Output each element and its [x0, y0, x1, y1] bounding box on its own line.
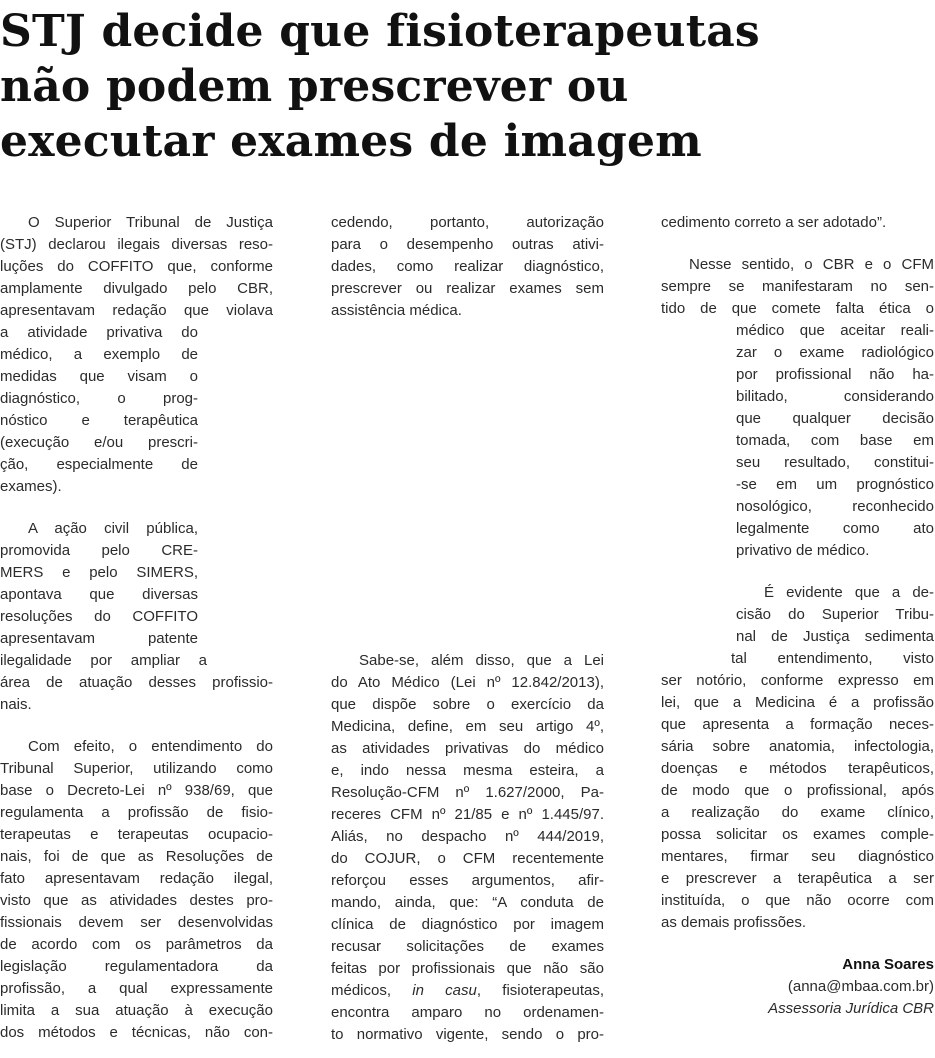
text-line: exames).: [0, 478, 62, 495]
author-name: Anna Soares: [842, 956, 934, 973]
text-line: legislação regulamentadora da: [0, 958, 273, 975]
text-line: a realização do exame clínico,: [661, 804, 934, 821]
author-role: Assessoria Jurídica CBR: [768, 1000, 934, 1017]
text-line: Sabe-se, além disso, que a Lei: [359, 652, 604, 669]
text-line: apresentavam patente: [0, 630, 198, 647]
text-line: instituída, o que não ocorre com: [661, 892, 934, 909]
text-line: zar o exame radiológico: [736, 344, 934, 361]
text-line: sempre se manifestaram no sen-: [661, 278, 934, 295]
text-line: assistência médica.: [331, 302, 462, 319]
text-line: do Ato Médico (Lei nº 12.842/2013),: [331, 674, 604, 691]
text-line: prescrever ou realizar exames sem: [331, 280, 604, 297]
text-line: fissionais devem ser desenvolvidas: [0, 914, 273, 931]
text-line: regulamenta a profissão de fisio-: [0, 804, 273, 821]
text-line: nal de Justiça sedimenta: [736, 628, 934, 645]
text-line: ção, especialmente de: [0, 456, 198, 473]
text-line: medidas que visam o: [0, 368, 198, 385]
text-line: apontava que diversas: [0, 586, 198, 603]
article-headline: [0, 4, 935, 169]
text-line: ilegalidade por ampliar a: [0, 652, 207, 669]
text-line: que apresenta a formação neces-: [661, 716, 934, 733]
article-column-1: [0, 212, 273, 1044]
paragraph: [331, 650, 604, 1046]
text-line: seu resultado, constitui-: [736, 454, 934, 471]
text-line: fato apresentavam redação ilegal,: [0, 870, 273, 887]
text-line: resoluções do COFFITO: [0, 608, 198, 625]
italic-term: in casu: [412, 982, 477, 999]
text-line: visto que as atividades destes pro-: [0, 892, 273, 909]
text-line: Nesse sentido, o CBR e o CFM: [689, 256, 934, 273]
text-line: e prescrever a terapêutica a ser: [661, 870, 934, 887]
text-line: tal entendimento, visto: [731, 650, 934, 667]
text-line: médico, a exemplo de: [0, 346, 198, 363]
text-line: de modo que o profissional, após: [661, 782, 934, 799]
text-line: terapeutas e terapeutas ocupacio-: [0, 826, 273, 843]
text-line: bilitado, considerando: [736, 388, 934, 405]
text-line: sária sobre anatomia, infectologia,: [661, 738, 934, 755]
paragraph: [0, 736, 273, 1044]
text-line: Resolução-CFM nº 1.627/2000, Pa-: [331, 784, 604, 801]
text-line: amplamente divulgado pelo CBR,: [0, 280, 273, 297]
text-line: mando, ainda, que: “A conduta de: [331, 894, 604, 911]
paragraph: [661, 212, 934, 234]
text-line: feitas por profissionais que não são: [331, 960, 604, 977]
text-line: cedendo, portanto, autorização: [331, 214, 604, 231]
text-line: Tribunal Superior, utilizando como: [0, 760, 273, 777]
author-signature: [768, 954, 934, 1020]
text-line: É evidente que a de-: [764, 584, 934, 601]
text-line: para o desempenho outras ativi-: [331, 236, 604, 253]
text-line: encontra amparo no ordenamen-: [331, 1004, 604, 1021]
text-line: promovida pelo CRE-: [0, 542, 198, 559]
text-line: base o Decreto-Lei nº 938/69, que: [0, 782, 273, 799]
text-line: do COJUR, o CFM recentemente: [331, 850, 604, 867]
article-column-2-top: [331, 212, 604, 322]
text-line: receres CFM nº 21/85 e nº 1.445/97.: [331, 806, 604, 823]
text-line: mentares, firmar seu diagnóstico: [661, 848, 934, 865]
text-line: diagnóstico, o prog-: [0, 390, 198, 407]
text-line: luções do COFFITO que, conforme: [0, 258, 273, 275]
text-run: médicos,: [331, 982, 413, 999]
text-line: possa solicitar os exames comple-: [661, 826, 934, 843]
headline-line: não podem prescrever ou: [0, 61, 629, 112]
text-line: clínica de diagnóstico por imagem: [331, 916, 604, 933]
text-line: tido de que comete falta ética o: [661, 300, 934, 317]
text-run: , fisioterapeutas,: [476, 982, 605, 999]
text-line: to normativo vigente, sendo o pro-: [331, 1026, 604, 1043]
text-line: reforçou esses argumentos, afir-: [331, 872, 604, 889]
text-line: O Superior Tribunal de Justiça: [28, 214, 273, 231]
text-line: MERS e pelo SIMERS,: [0, 564, 198, 581]
text-line: a atividade privativa do: [0, 324, 198, 341]
paragraph: [661, 254, 934, 562]
text-line: Com efeito, o entendimento do: [28, 738, 273, 755]
text-line: lei, que a Medicina é a profissão: [661, 694, 934, 711]
text-line: ser notório, conforme expresso em: [661, 672, 934, 689]
text-line: por profissional não ha-: [736, 366, 934, 383]
text-line: nais.: [0, 696, 32, 713]
text-line: nóstico e terapêutica: [0, 412, 198, 429]
paragraph: [0, 518, 273, 716]
text-line: as demais profissões.: [661, 914, 807, 931]
paragraph: [331, 212, 604, 322]
text-line: Aliás, no despacho nº 444/2019,: [331, 828, 604, 845]
text-line: de acordo com os parâmetros da: [0, 936, 273, 953]
headline-line: STJ decide que fisioterapeutas: [0, 6, 760, 57]
text-line: tomada, com base em: [736, 432, 934, 449]
text-line: doenças e métodos terapêuticos,: [661, 760, 934, 777]
text-line: (STJ) declarou ilegais diversas reso-: [0, 236, 273, 253]
text-line: legalmente como ato: [736, 520, 934, 537]
text-line: [331, 980, 604, 1002]
text-line: que qualquer decisão: [736, 410, 934, 427]
article-column-2-bottom: [331, 650, 604, 1046]
text-line: e, indo nessa mesma esteira, a: [331, 762, 604, 779]
text-line: apresentavam redação que violava: [0, 302, 273, 319]
text-line: cedimento correto a ser adotado”.: [661, 214, 887, 231]
text-line: Medicina, define, em seu artigo 4º,: [331, 718, 604, 735]
text-line: profissão, a qual expressamente: [0, 980, 273, 997]
text-line: nosológico, reconhecido: [736, 498, 934, 515]
headline-line: executar exames de imagem: [0, 116, 702, 167]
text-line: as atividades privativas do médico: [331, 740, 604, 757]
text-line: privativo de médico.: [736, 542, 870, 559]
text-line: médico que aceitar reali-: [736, 322, 934, 339]
text-line: A ação civil pública,: [28, 520, 198, 537]
text-line: cisão do Superior Tribu-: [736, 606, 934, 623]
text-line: nais, foi de que as Resoluções de: [0, 848, 273, 865]
author-email: (anna@mbaa.com.br): [787, 978, 934, 995]
paragraph: [0, 212, 273, 498]
text-line: recusar solicitações de exames: [331, 938, 604, 955]
text-line: área de atuação desses profissio-: [0, 674, 273, 691]
text-line: dos métodos e técnicas, não con-: [0, 1024, 273, 1041]
article-column-3: [661, 212, 934, 934]
text-line: limita a sua atuação à execução: [0, 1002, 273, 1019]
paragraph: [661, 582, 934, 934]
text-line: (execução e/ou prescri-: [0, 434, 198, 451]
text-line: -se em um prognóstico: [736, 476, 934, 493]
text-line: dades, como realizar diagnóstico,: [331, 258, 604, 275]
text-line: que dispõe sobre o exercício da: [331, 696, 604, 713]
